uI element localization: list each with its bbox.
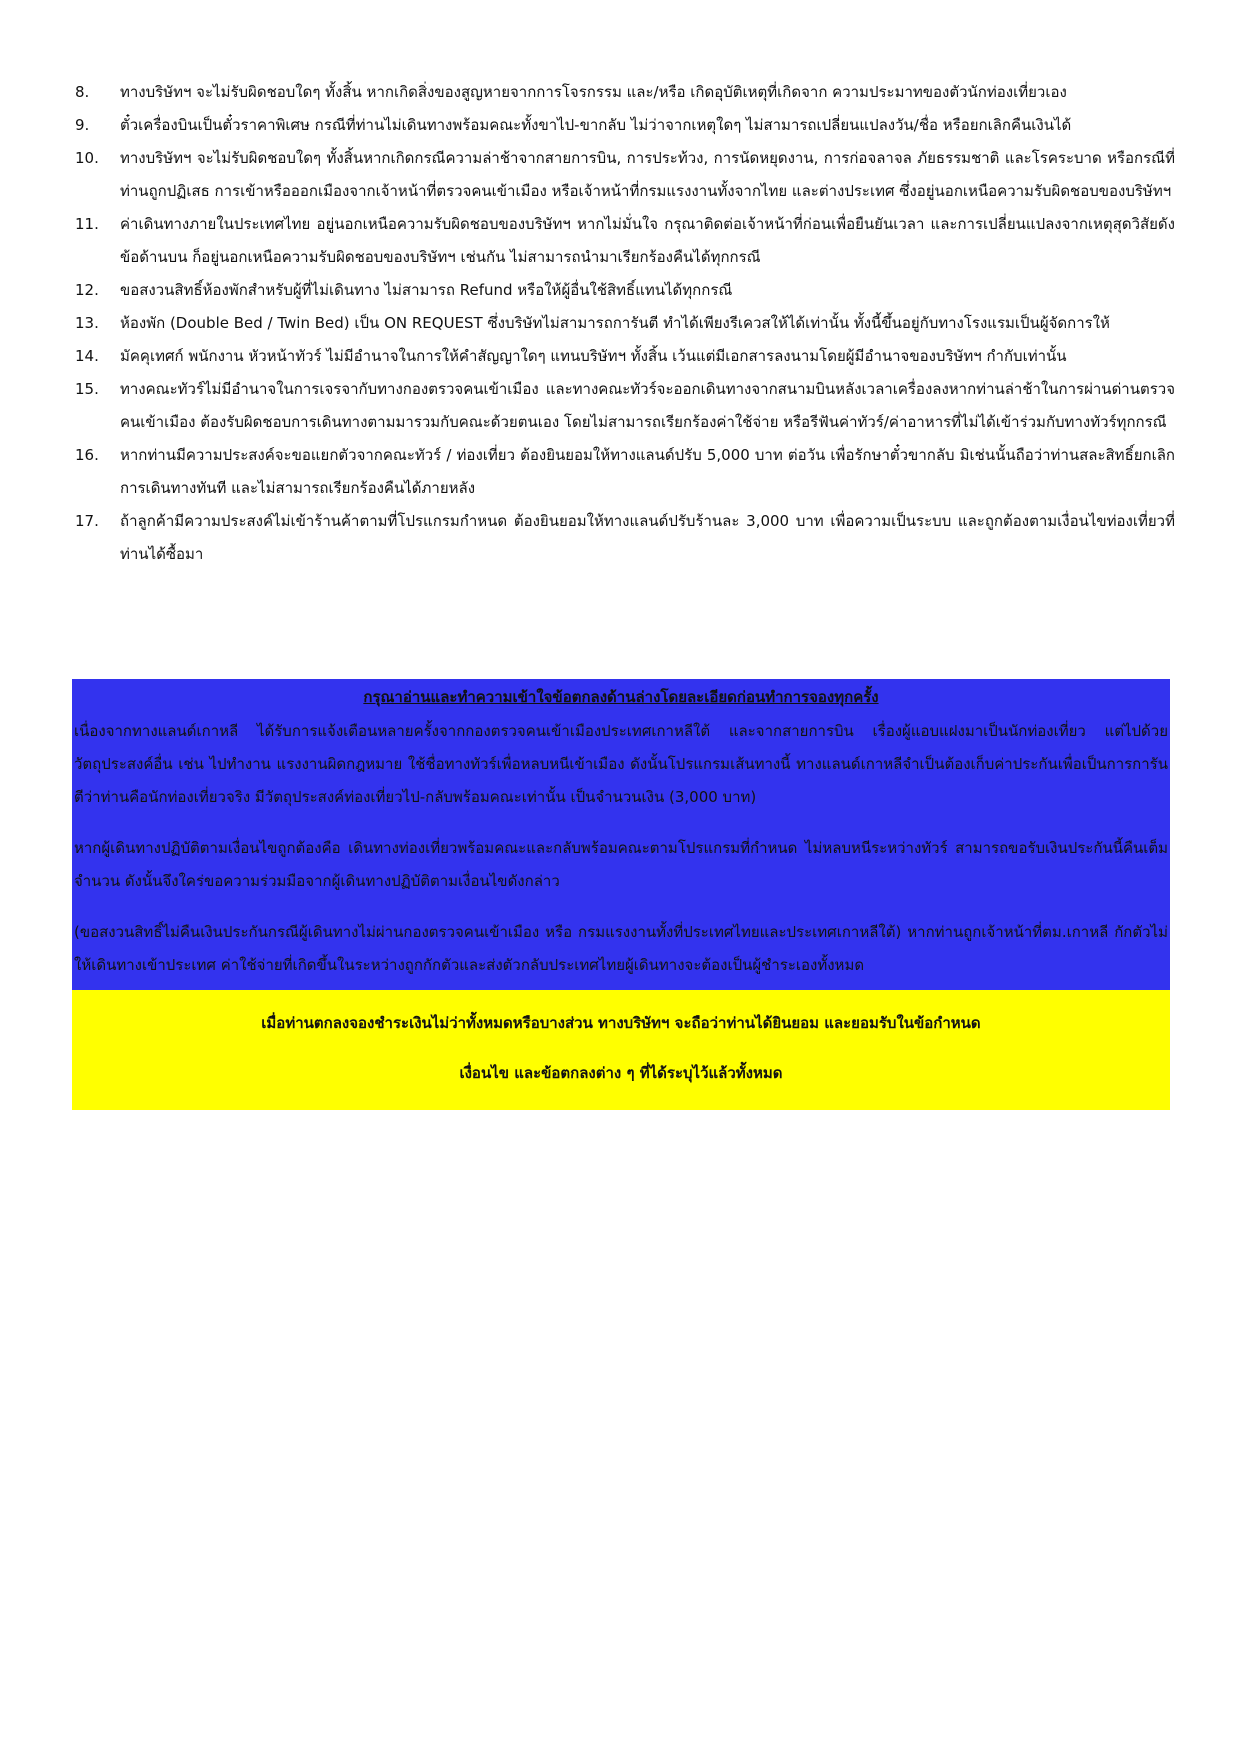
term-item <box>75 373 1175 439</box>
term-item <box>75 109 1175 142</box>
agreement-line-2: เงื่อนไข และข้อตกลงต่าง ๆ ที่ได้ระบุไว้แล้วทั้งหมด <box>459 1064 783 1082</box>
notice-paragraph-1: เนื่องจากทางแลนด์เกาหลี ได้รับการแจ้งเตือนหลายครั้งจากกองตรวจคนเข้าเมืองประเทศเกาหลีใต้ และจากสายการบิน เรื่องผู้แอบแฝงมาเป็นนักท่องเที่ยว แต่ไปด้วยวัตถุประสงค์อื่น เช่น ไปทำงาน แรงงานผิดกฎหมาย ใช้ชื่อทางทัวร์เพื่อหลบหนีเข้าเมือง ดังนั้นโปรแกรมเส้นทางนี้ ทางแลนด์เกาหลีจำเป็นต้องเก็บค่าประกันเพื่อเป็นการการันตีว่าท่านคือนักท่องเที่ยวจริง มีวัตถุประสงค์ท่องเที่ยวไป-กลับพร้อมคณะเท่านั้น เป็นจำนวนเงิน (3,000 บาท) <box>74 722 1168 806</box>
term-item <box>75 274 1175 307</box>
term-number: 11. <box>75 215 99 233</box>
term-text: ทางบริษัทฯ จะไม่รับผิดชอบใดๆ ทั้งสิ้น หากเกิดสิ่งของสูญหายจากการโจรกรรม และ/หรือ เกิดอุบัติเหตุที่เกิดจาก ความประมาทของตัวนักท่องเที่ยวเอง <box>120 83 1067 101</box>
term-number: 13. <box>75 314 99 332</box>
term-number: 15. <box>75 380 99 398</box>
notice-spacer <box>72 898 1170 916</box>
term-number: 17. <box>75 512 99 530</box>
notice-title: กรุณาอ่านและทำความเข้าใจข้อตกลงด้านล่างโดยละเอียดก่อนทำการจองทุกครั้ง <box>363 688 879 706</box>
term-text: ห้องพัก (Double Bed / Twin Bed) เป็น ON REQUEST ซึ่งบริษัทไม่สามารถการันตี ทำได้เพียงรีเควสให้ได้เท่านั้น ทั้งนี้ขึ้นอยู่กับทางโรงแรมเป็นผู้จัดการให้ <box>120 314 1110 332</box>
term-number: 10. <box>75 149 99 167</box>
term-item <box>75 208 1175 274</box>
term-number: 8. <box>75 83 90 101</box>
notice-paragraph-3: (ขอสงวนสิทธิ์ไม่คืนเงินประกันกรณีผู้เดินทางไม่ผ่านกองตรวจคนเข้าเมือง หรือ กรมแรงงานทั้งที่ประเทศไทยและประเทศเกาหลีใต้) หากท่านถูกเจ้าหน้าที่ตม.เกาหลี กักตัวไม่ให้เดินทางเข้าประเทศ ค่าใช้จ่ายที่เกิดขึ้นในระหว่างถูกกักตัวและส่งตัวกลับประเทศไทยผู้เดินทางจะต้องเป็นผู้ชำระเองทั้งหมด <box>74 923 1168 974</box>
term-text: ทางบริษัทฯ จะไม่รับผิดชอบใดๆ ทั้งสิ้นหากเกิดกรณีความล่าช้าจากสายการบิน, การประท้วง, การนัดหยุดงาน, การก่อจลาจล ภัยธรรมชาติ และโรคระบาด หรือกรณีที่ท่านถูกปฏิเสธ การเข้าหรือออกเมืองจากเจ้าหน้าที่ตรวจคนเข้าเมือง หรือเจ้าหน้าที่กรมแรงงานทั้งจากไทย และต่างประเทศ ซึ่งอยู่นอกเหนือความรับผิดชอบของบริษัทฯ <box>120 149 1175 200</box>
term-text: ถ้าลูกค้ามีความประสงค์ไม่เข้าร้านค้าตามที่โปรแกรมกำหนด ต้องยินยอมให้ทางแลนด์ปรับร้านละ 3,000 บาท เพื่อความเป็นระบบ และถูกต้องตามเงื่อนไขท่องเที่ยวที่ท่านได้ซื้อมา <box>120 512 1175 563</box>
term-text: มัคคุเทศก์ พนักงาน หัวหน้าทัวร์ ไม่มีอำนาจในการให้คำสัญญาใดๆ แทนบริษัทฯ ทั้งสิ้น เว้นแต่มีเอกสารลงนามโดยผู้มีอำนาจของบริษัทฯ กำกับเท่านั้น <box>120 347 1067 365</box>
term-item <box>75 76 1175 109</box>
notice-blue-band <box>72 679 1170 990</box>
term-item <box>75 340 1175 373</box>
term-item <box>75 307 1175 340</box>
notice-paragraph-2: หากผู้เดินทางปฏิบัติตามเงื่อนไขถูกต้องคือ เดินทางท่องเที่ยวพร้อมคณะและกลับพร้อมคณะตามโปรแกรมที่กำหนด ไม่หลบหนีระหว่างทัวร์ สามารถขอรับเงินประกันนี้คืนเต็มจำนวน ดังนั้นจึงใคร่ขอความร่วมมือจากผู้เดินทางปฏิบัติตามเงื่อนไขดังกล่าว <box>74 839 1168 890</box>
term-text: หากท่านมีความประสงค์จะขอแยกตัวจากคณะทัวร์ / ท่องเที่ยว ต้องยินยอมให้ทางแลนด์ปรับ 5,000 บาท ต่อวัน เพื่อรักษาตั๋วขากลับ มิเช่นนั้นถือว่าท่านสละสิทธิ์ยกเลิกการเดินทางทันที และไม่สามารถเรียกร้องคืนได้ภายหลัง <box>120 446 1175 497</box>
term-item <box>75 505 1175 571</box>
agreement-yellow-band <box>72 990 1170 1110</box>
terms-list <box>75 76 1175 571</box>
term-text: ทางคณะทัวร์ไม่มีอำนาจในการเจรจากับทางกองตรวจคนเข้าเมือง และทางคณะทัวร์จะออกเดินทางจากสนามบินหลังเวลาเครื่องลงหากท่านล่าช้าในการผ่านด่านตรวจคนเข้าเมือง ต้องรับผิดชอบการเดินทางตามมารวมกับคณะด้วยตนเอง โดยไม่สามารถเรียกร้องค่าใช้จ่าย หรือรีฟันค่าทัวร์/ค่าอาหารที่ไม่ได้เข้าร่วมกับทางทัวร์ทุกกรณี <box>120 380 1175 431</box>
term-number: 9. <box>75 116 90 134</box>
term-text: ตั๋วเครื่องบินเป็นตั๋วราคาพิเศษ กรณีที่ท่านไม่เดินทางพร้อมคณะทั้งขาไป-ขากลับ ไม่ว่าจากเหตุใดๆ ไม่สามารถเปลี่ยนแปลงวัน/ชื่อ หรือยกเลิกคืนเงินได้ <box>120 116 1072 134</box>
term-number: 12. <box>75 281 99 299</box>
term-number: 16. <box>75 446 99 464</box>
term-item <box>75 142 1175 208</box>
deposit-notice <box>72 679 1170 1110</box>
notice-spacer <box>72 982 1170 990</box>
agreement-line-1: เมื่อท่านตกลงจองชำระเงินไม่ว่าทั้งหมดหรือบางส่วน ทางบริษัทฯ จะถือว่าท่านได้ยินยอม และยอมรับในข้อกำหนด <box>261 1014 981 1032</box>
term-text: ค่าเดินทางภายในประเทศไทย อยู่นอกเหนือความรับผิดชอบของบริษัทฯ หากไม่มั่นใจ กรุณาติดต่อเจ้าหน้าที่ก่อนเพื่อยืนยันเวลา และการเปลี่ยนแปลงจากเหตุสุดวิสัยดังข้อด้านบน ก็อยู่นอกเหนือความรับผิดชอบของบริษัทฯ เช่นกัน ไม่สามารถนำมาเรียกร้องคืนได้ทุกกรณี <box>120 215 1175 266</box>
term-number: 14. <box>75 347 99 365</box>
term-item <box>75 439 1175 505</box>
notice-spacer <box>72 814 1170 832</box>
term-text: ขอสงวนสิทธิ์ห้องพักสำหรับผู้ที่ไม่เดินทาง ไม่สามารถ Refund หรือให้ผู้อื่นใช้สิทธิ์แทนได้ทุกกรณี <box>120 281 733 299</box>
